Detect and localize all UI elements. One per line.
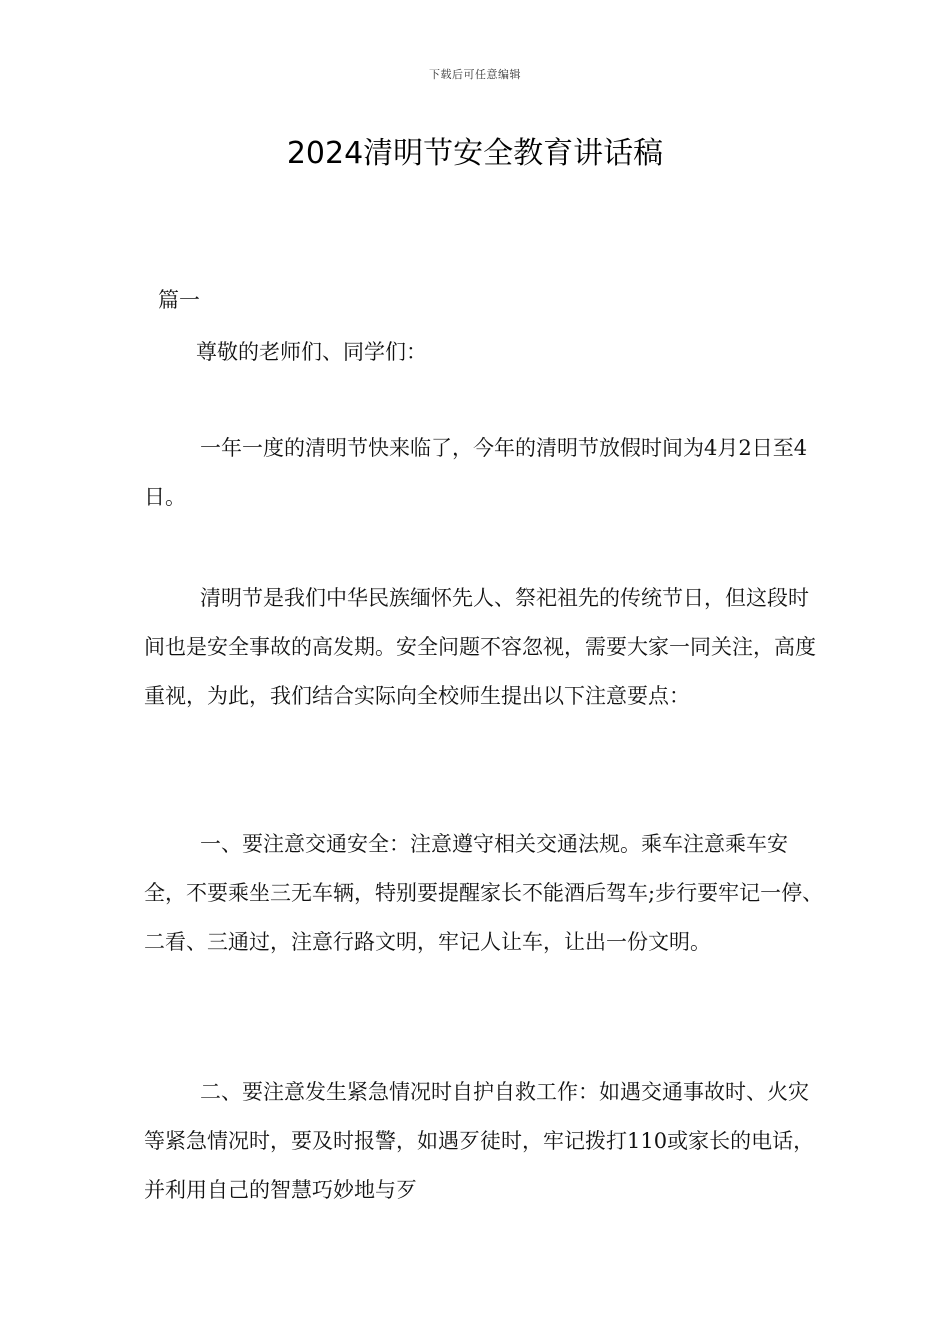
- paragraph-holiday-dates: 一年一度的清明节快来临了，今年的清明节放假时间为4月2日至4日。: [144, 436, 808, 509]
- greeting: 尊敬的老师们、同学们：: [196, 340, 427, 364]
- paragraph-emergency: 二、要注意发生紧急情况时自护自救工作：如遇交通事故时、火灾等紧急情况时，要及时报警，如遇歹徒时，牢记拨打110或家长的电话，并利用自己的智慧巧妙地与歹: [144, 1080, 815, 1202]
- section-label: 篇一: [158, 288, 200, 312]
- document-title: 2024清明节安全教育讲话稿: [286, 136, 664, 171]
- header-note: 下载后可任意编辑: [429, 68, 521, 81]
- paragraph-intro: 清明节是我们中华民族缅怀先人、祭祀祖先的传统节日，但这段时间也是安全事故的高发期。安全问题不容忽视，需要大家一同关注，高度重视，为此，我们结合实际向全校师生提出以下注意要点：: [144, 586, 816, 708]
- paragraph-traffic-safety: 一、要注意交通安全：注意遵守相关交通法规。乘车注意乘车安全，不要乘坐三无车辆，特别要提醒家长不能酒后驾车;步行要牢记一停、二看、三通过，注意行路文明，牢记人让车，让出一份文明。: [144, 832, 824, 954]
